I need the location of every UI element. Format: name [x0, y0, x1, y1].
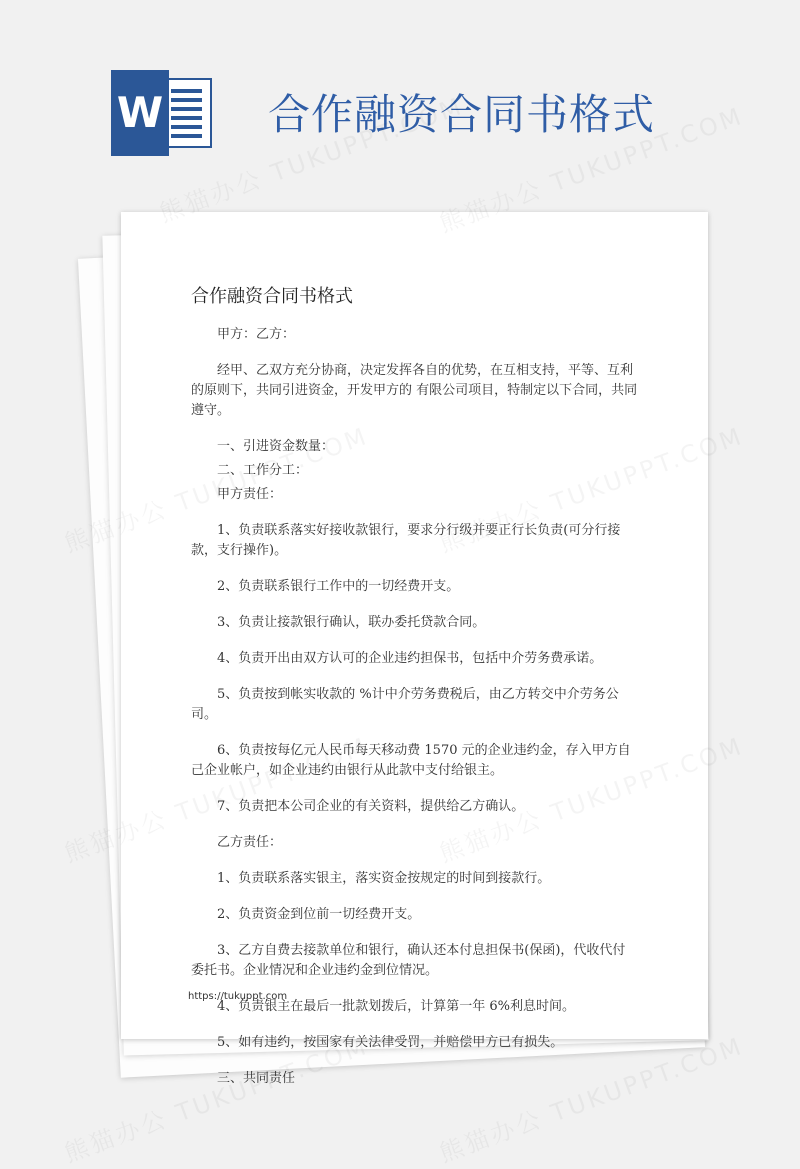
list-item: 1、负责联系落实好接收款银行，要求分行级并要正行长负责(可分行接款，支行操作)。 [191, 523, 621, 558]
section-heading: 三、共同责任 [217, 1071, 296, 1086]
intro-paragraph: 经甲、乙双方充分协商，决定发挥各自的优势，在互相支持，平等、互利的原则下，共同引进资金，开发甲方的 有限公司项目，特制定以下合同，共同遵守。 [191, 363, 638, 418]
list-item: 3、负责让接款银行确认，联办委托贷款合同。 [217, 615, 486, 630]
list-item: 2、负责资金到位前一切经费开支。 [217, 907, 421, 922]
footer-url: https://tukuppt.com [188, 991, 288, 1002]
document-title: 合作融资合同书格式 [191, 286, 353, 307]
list-item: 3、乙方自费去接款单位和银行，确认还本付息担保书(保函)，代收代付委托书。企业情况和企业违约金到位情况。 [191, 943, 626, 978]
list-item: 5、如有违约，按国家有关法律受罚，并赔偿甲方已有损失。 [217, 1035, 564, 1050]
document-page [121, 212, 708, 1086]
list-item: 7、负责把本公司企业的有关资料，提供给乙方确认。 [217, 799, 525, 814]
party-b-heading: 乙方责任： [217, 835, 283, 850]
list-item: 2、负责联系银行工作中的一切经费开支。 [217, 579, 460, 594]
section-heading: 二、工作分工： [217, 463, 309, 478]
list-item: 5、负责按到帐实收款的 %计中介劳务费税后，由乙方转交中介劳务公司。 [191, 687, 619, 722]
document-body [191, 325, 638, 1105]
list-item: 1、负责联系落实银主，落实资金按规定的时间到接款行。 [217, 871, 551, 886]
party-a-heading: 甲方责任： [217, 487, 283, 502]
word-icon-letter: W [111, 70, 169, 156]
list-item: 6、负责按每亿元人民币每天移动费 1570 元的企业违约金，存入甲方自己企业帐户，如企业违约由银行从此款中支付给银主。 [191, 743, 631, 778]
list-item: 4、负责银主在最后一批款划拨后，计算第一年 6%利息时间。 [217, 999, 576, 1014]
parties-line: 甲方：乙方： [217, 327, 296, 342]
list-item: 4、负责开出由双方认可的企业违约担保书，包括中介劳务费承诺。 [217, 651, 603, 666]
header-title: 合作融资合同书格式 [268, 90, 656, 139]
section-heading: 一、引进资金数量： [217, 439, 335, 454]
word-icon [111, 70, 212, 156]
